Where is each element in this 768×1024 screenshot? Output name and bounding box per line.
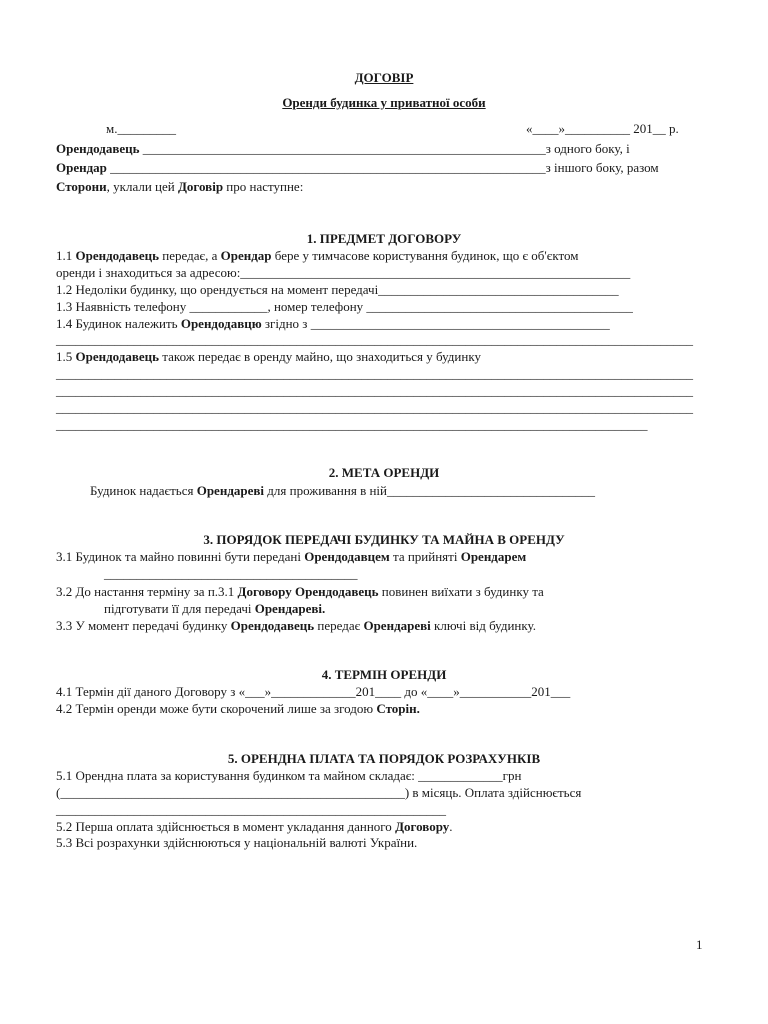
clause-3-3: 3.3 У момент передачі будинку Орендодавець передає Орендареві ключі від будинку. <box>56 618 536 633</box>
section-2-heading: 2. МЕТА ОРЕНДИ <box>328 465 440 480</box>
clause-3-1: 3.1 Будинок та майно повинні бути передані Орендодавцем та прийняті Орендарем <box>56 549 527 564</box>
clause-1-3: 1.3 Наявність телефону ____________, номер телефону _________________________________________ <box>56 299 633 314</box>
clause-5-2: 5.2 Перша оплата здійснюється в момент укладання данного Договору. <box>56 819 453 834</box>
lessee-label: Орендар <box>56 160 107 175</box>
clause-5-1-cont: (_____________________________________________________) в місяць. Оплата здійснюється <box>56 785 582 800</box>
date-line: «____»__________ 201__ р. <box>526 121 679 136</box>
city-line: м._________ <box>106 121 176 136</box>
lessee-line: Орендар ___________________________________________________________________з іншого боку, разом <box>56 160 659 175</box>
clause-5-1-line: ____________________________________________________________ <box>56 802 446 817</box>
clause-3-2-cont: підготувати її для передачі Орендареві. <box>104 601 326 616</box>
lessor-line: Орендодавець ______________________________________________________________з одного боку, і <box>56 141 630 156</box>
clause-3-1-line: _______________________________________ <box>104 566 358 581</box>
clause-1-1-address: оренди і знаходиться за адресою:____________________________________________________________ <box>56 265 631 280</box>
document-title: ДОГОВІР <box>354 70 414 85</box>
clause-4-1: 4.1 Термін дії даного Договору з «___»_____________201____ до «____»___________201___ <box>56 684 571 699</box>
clause-1-2: 1.2 Недоліки будинку, що орендується на момент передачі_____________________________________ <box>56 282 619 297</box>
purpose-line: Будинок надається Орендареві для проживання в ній________________________________ <box>90 483 595 498</box>
section-5-heading: 5. ОРЕНДНА ПЛАТА ТА ПОРЯДОК РОЗРАХУНКІВ <box>227 751 541 766</box>
lessor-label: Орендодавець <box>56 141 140 156</box>
parties-line: Сторони, уклали цей Договір про наступне: <box>56 179 304 194</box>
clause-1-5: 1.5 Орендодавець також передає в оренду майно, що знаходиться у будинку <box>56 349 481 364</box>
clause-1-5-line-2: __________________________________________________________________________________________________ <box>56 383 693 398</box>
clause-1-1: 1.1 Орендодавець передає, а Орендар бере у тимчасове користування будинок, що є об'єктом <box>56 248 579 263</box>
section-1-heading: 1. ПРЕДМЕТ ДОГОВОРУ <box>306 231 462 246</box>
clause-3-2: 3.2 До настання терміну за п.3.1 Договору Орендодавець повинен виїхати з будинку та <box>56 584 544 599</box>
page-number: 1 <box>696 937 703 952</box>
document-subtitle: Оренди будинка у приватної особи <box>282 95 486 110</box>
clause-1-5-line-3: __________________________________________________________________________________________________ <box>56 400 693 415</box>
clause-1-4-line: __________________________________________________________________________________________________ <box>56 332 693 347</box>
clause-5-3: 5.3 Всі розрахунки здійснюються у національній валюті України. <box>56 835 418 850</box>
section-4-heading: 4. ТЕРМІН ОРЕНДИ <box>321 667 447 682</box>
clause-1-5-line-1: __________________________________________________________________________________________________ <box>56 366 693 381</box>
clause-1-5-line-4: ___________________________________________________________________________________________ <box>56 417 648 432</box>
clause-1-4: 1.4 Будинок належить Орендодавцю згідно з ______________________________________________ <box>56 316 610 331</box>
clause-4-2: 4.2 Термін оренди може бути скорочений лише за згодою Сторін. <box>56 701 420 716</box>
clause-5-1: 5.1 Орендна плата за користування будинком та майном складає: _____________грн <box>56 768 522 783</box>
section-3-heading: 3. ПОРЯДОК ПЕРЕДАЧІ БУДИНКУ ТА МАЙНА В ОРЕНДУ <box>203 532 565 547</box>
